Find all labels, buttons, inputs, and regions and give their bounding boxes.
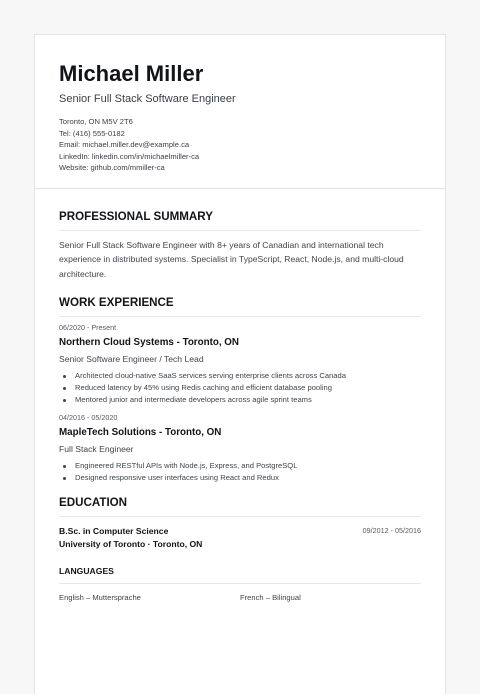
education-dates: 09/2012 - 05/2016 <box>362 526 421 536</box>
languages-section <box>59 550 421 603</box>
languages-heading: LANGUAGES <box>59 566 421 584</box>
summary-heading: PROFESSIONAL SUMMARY <box>59 210 421 231</box>
language-item: English – Muttersprache <box>59 593 141 603</box>
contact-address: Toronto, ON M5V 2T6 <box>59 117 133 126</box>
summary-section <box>59 189 421 281</box>
contact-linkedin[interactable]: LinkedIn: linkedin.com/in/michaelmiller-ca <box>59 151 200 161</box>
job-entry <box>59 323 421 406</box>
job-company: MapleTech Solutions - Toronto, ON <box>59 427 222 439</box>
candidate-name: Michael Miller <box>59 61 204 86</box>
education-heading: EDUCATION <box>59 496 421 517</box>
language-item: French – Bilingual <box>240 593 301 603</box>
education-school: University of Toronto · Toronto, ON <box>59 539 203 550</box>
job-bullet: Engineered RESTful APIs with Node.js, Express, and PostgreSQL <box>59 460 421 472</box>
job-entry <box>59 413 421 484</box>
job-bullet: Designed responsive user interfaces using React and Redux <box>59 472 421 484</box>
job-bullets <box>59 460 421 484</box>
resume-header <box>35 35 445 189</box>
candidate-title: Senior Full Stack Software Engineer <box>59 93 236 105</box>
work-heading: WORK EXPERIENCE <box>59 296 421 317</box>
job-bullets <box>59 370 421 406</box>
contact-email[interactable]: Email: michael.miller.dev@example.ca <box>59 140 190 150</box>
education-entry <box>59 525 421 550</box>
education-section <box>59 484 421 550</box>
resume-body <box>35 189 445 603</box>
languages-list <box>59 592 421 603</box>
education-degree: B.Sc. in Computer Science <box>59 526 169 537</box>
resume-page <box>34 34 446 694</box>
job-dates: 06/2020 - Present <box>59 323 117 333</box>
job-role: Senior Software Engineer / Tech Lead <box>59 354 204 365</box>
job-bullet: Mentored junior and intermediate developers across agile sprint teams <box>59 394 421 406</box>
job-role: Full Stack Engineer <box>59 444 134 455</box>
job-dates: 04/2016 - 05/2020 <box>59 413 118 423</box>
job-company: Northern Cloud Systems - Toronto, ON <box>59 337 239 349</box>
job-bullet: Reduced latency by 45% using Redis caching and efficient database pooling <box>59 382 421 394</box>
contact-website[interactable]: Website: github.com/mmiller-ca <box>59 163 165 173</box>
summary-text: Senior Full Stack Software Engineer with 8+ years of Canadian and international tech experience in distributed systems. Specialist in TypeScript, React, Node.js, and multi-cloud architecture. <box>59 239 404 279</box>
contact-phone: Tel: (416) 555-0182 <box>59 128 125 138</box>
contact-list <box>59 116 421 174</box>
work-experience-section <box>59 281 421 484</box>
job-bullet: Architected cloud-native SaaS services serving enterprise clients across Canada <box>59 370 421 382</box>
